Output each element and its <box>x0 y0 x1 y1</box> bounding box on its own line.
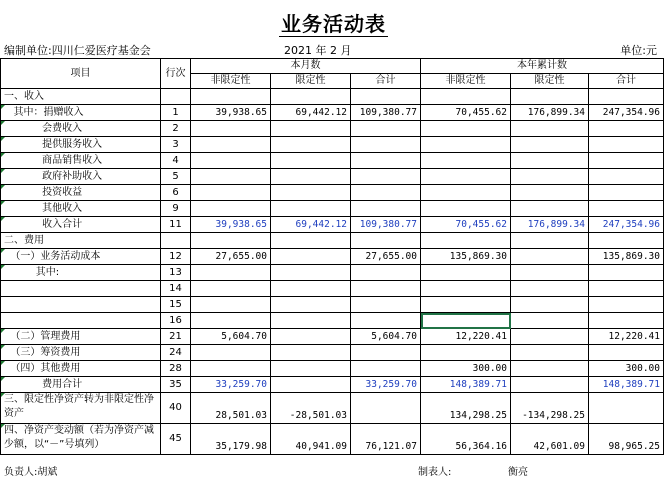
year-total-cell[interactable] <box>589 345 664 361</box>
month-restricted-cell[interactable] <box>271 137 351 153</box>
row-index[interactable]: 45 <box>161 424 191 455</box>
month-restricted-cell[interactable]: 69,442.12 <box>271 105 351 121</box>
year-total-cell[interactable] <box>589 137 664 153</box>
header-item[interactable]: 项目 <box>1 59 161 89</box>
year-restricted-cell[interactable] <box>511 345 589 361</box>
table-row <box>1 249 664 265</box>
row-index[interactable]: 28 <box>161 361 191 377</box>
table-row <box>1 137 664 153</box>
year-total-cell[interactable]: 247,354.96 <box>589 217 664 233</box>
month-restricted-cell[interactable] <box>271 345 351 361</box>
row-index[interactable]: 12 <box>161 249 191 265</box>
table-row <box>1 185 664 201</box>
month-total-cell[interactable] <box>351 361 421 377</box>
month-total-cell[interactable]: 76,121.07 <box>351 424 421 455</box>
year-unrestricted-cell[interactable] <box>421 281 511 297</box>
responsible-name: 胡斌 <box>37 467 58 478</box>
year-restricted-cell[interactable] <box>511 329 589 345</box>
currency-unit: 单位:元 <box>620 44 657 57</box>
header-year-total[interactable]: 合计 <box>589 74 664 89</box>
table-row <box>1 281 664 297</box>
table-row <box>1 233 664 249</box>
year-restricted-cell[interactable] <box>511 121 589 137</box>
month-unrestricted-cell[interactable] <box>191 185 271 201</box>
row-label[interactable]: 收入合计 <box>1 217 161 233</box>
row-index[interactable]: 3 <box>161 137 191 153</box>
month-restricted-cell[interactable] <box>271 249 351 265</box>
year-total-cell[interactable]: 300.00 <box>589 361 664 377</box>
preparer-name: 衡亮 <box>508 467 528 478</box>
month-total-cell[interactable] <box>351 137 421 153</box>
table-row <box>1 361 664 377</box>
row-label[interactable]: 政府补助收入 <box>1 169 161 185</box>
table-row <box>1 377 664 393</box>
year-unrestricted-cell[interactable] <box>421 185 511 201</box>
year-unrestricted-cell[interactable] <box>421 313 511 329</box>
month-unrestricted-cell[interactable] <box>191 169 271 185</box>
month-restricted-cell[interactable] <box>271 233 351 249</box>
year-total-cell[interactable]: 148,389.71 <box>589 377 664 393</box>
year-total-cell[interactable] <box>589 169 664 185</box>
row-label[interactable]: 其中: <box>1 265 161 281</box>
header-year-to-date[interactable]: 本年累计数 <box>421 59 664 74</box>
header-month-unrestricted[interactable]: 非限定性 <box>191 74 271 89</box>
row-label[interactable]: （一）业务活动成本 <box>1 249 161 265</box>
month-unrestricted-cell[interactable] <box>191 345 271 361</box>
year-total-cell[interactable] <box>589 297 664 313</box>
month-unrestricted-cell[interactable] <box>191 201 271 217</box>
year-total-cell[interactable] <box>589 153 664 169</box>
row-label[interactable] <box>1 281 161 297</box>
month-total-cell[interactable]: 27,655.00 <box>351 249 421 265</box>
year-unrestricted-cell[interactable] <box>421 169 511 185</box>
year-total-cell[interactable]: 135,869.30 <box>589 249 664 265</box>
header-month-total[interactable]: 合计 <box>351 74 421 89</box>
year-total-cell[interactable]: 12,220.41 <box>589 329 664 345</box>
row-label[interactable]: 费用合计 <box>1 377 161 393</box>
month-total-cell[interactable] <box>351 297 421 313</box>
year-total-cell[interactable] <box>589 121 664 137</box>
month-restricted-cell[interactable] <box>271 361 351 377</box>
year-unrestricted-cell[interactable]: 148,389.71 <box>421 377 511 393</box>
table-row <box>1 217 664 233</box>
month-unrestricted-cell[interactable]: 39,938.65 <box>191 217 271 233</box>
month-total-cell[interactable] <box>351 313 421 329</box>
year-unrestricted-cell[interactable]: 70,455.62 <box>421 217 511 233</box>
month-restricted-cell[interactable] <box>271 297 351 313</box>
month-restricted-cell[interactable] <box>271 153 351 169</box>
report-period: 2021 年 2 月 <box>284 44 352 57</box>
row-label[interactable]: 其中：捐赠收入 <box>1 105 161 121</box>
month-unrestricted-cell[interactable]: 35,179.98 <box>191 424 271 455</box>
year-unrestricted-cell[interactable] <box>421 233 511 249</box>
month-unrestricted-cell[interactable]: 5,604.70 <box>191 329 271 345</box>
month-total-cell[interactable] <box>351 265 421 281</box>
table-row <box>1 329 664 345</box>
year-restricted-cell[interactable] <box>511 281 589 297</box>
month-restricted-cell[interactable] <box>271 265 351 281</box>
row-label[interactable]: 会费收入 <box>1 121 161 137</box>
month-total-cell[interactable]: 109,380.77 <box>351 217 421 233</box>
year-unrestricted-cell[interactable] <box>421 89 511 105</box>
row-index[interactable] <box>161 89 191 105</box>
row-label[interactable]: （二）管理费用 <box>1 329 161 345</box>
year-unrestricted-cell[interactable]: 12,220.41 <box>421 329 511 345</box>
year-restricted-cell[interactable] <box>511 89 589 105</box>
year-restricted-cell[interactable] <box>511 153 589 169</box>
year-restricted-cell[interactable]: 42,601.09 <box>511 424 589 455</box>
table-row <box>1 89 664 105</box>
month-restricted-cell[interactable] <box>271 377 351 393</box>
month-unrestricted-cell[interactable] <box>191 153 271 169</box>
month-total-cell[interactable]: 5,604.70 <box>351 329 421 345</box>
year-unrestricted-cell[interactable]: 134,298.25 <box>421 393 511 424</box>
month-restricted-cell[interactable]: 69,442.12 <box>271 217 351 233</box>
month-unrestricted-cell[interactable] <box>191 89 271 105</box>
year-restricted-cell[interactable] <box>511 249 589 265</box>
row-index[interactable]: 16 <box>161 313 191 329</box>
month-total-cell[interactable] <box>351 89 421 105</box>
table-row <box>1 121 664 137</box>
year-total-cell[interactable]: 98,965.25 <box>589 424 664 455</box>
row-index[interactable]: 6 <box>161 185 191 201</box>
row-index[interactable] <box>161 233 191 249</box>
month-unrestricted-cell[interactable]: 28,501.03 <box>191 393 271 424</box>
row-index[interactable]: 35 <box>161 377 191 393</box>
preparer-label: 制表人: <box>418 467 452 478</box>
year-restricted-cell[interactable] <box>511 313 589 329</box>
month-unrestricted-cell[interactable] <box>191 137 271 153</box>
month-restricted-cell[interactable] <box>271 89 351 105</box>
month-restricted-cell[interactable] <box>271 281 351 297</box>
year-total-cell[interactable] <box>589 233 664 249</box>
month-unrestricted-cell[interactable] <box>191 121 271 137</box>
year-unrestricted-cell[interactable] <box>421 201 511 217</box>
row-index[interactable]: 40 <box>161 393 191 424</box>
month-restricted-cell[interactable] <box>271 169 351 185</box>
header-year-unrestricted[interactable]: 非限定性 <box>421 74 511 89</box>
row-index[interactable]: 21 <box>161 329 191 345</box>
year-unrestricted-cell[interactable] <box>421 137 511 153</box>
table-row <box>1 393 664 424</box>
year-total-cell[interactable] <box>589 185 664 201</box>
row-index[interactable]: 13 <box>161 265 191 281</box>
row-label[interactable]: （四）其他费用 <box>1 361 161 377</box>
month-total-cell[interactable]: 33,259.70 <box>351 377 421 393</box>
month-restricted-cell[interactable] <box>271 185 351 201</box>
header-month-restricted[interactable]: 限定性 <box>271 74 351 89</box>
row-label[interactable]: 一、收入 <box>1 89 161 105</box>
month-unrestricted-cell[interactable] <box>191 233 271 249</box>
report-title: 业务活动表 <box>281 12 386 36</box>
year-unrestricted-cell[interactable] <box>421 121 511 137</box>
table-row <box>1 153 664 169</box>
table-row <box>1 201 664 217</box>
month-total-cell[interactable] <box>351 393 421 424</box>
table-row <box>1 169 664 185</box>
month-unrestricted-cell[interactable]: 33,259.70 <box>191 377 271 393</box>
year-restricted-cell[interactable] <box>511 265 589 281</box>
year-unrestricted-cell[interactable]: 70,455.62 <box>421 105 511 121</box>
table-row <box>1 265 664 281</box>
header-current-month[interactable]: 本月数 <box>191 59 421 74</box>
year-restricted-cell[interactable] <box>511 297 589 313</box>
year-total-cell[interactable] <box>589 89 664 105</box>
row-label[interactable]: （三）筹资费用 <box>1 345 161 361</box>
month-total-cell[interactable] <box>351 185 421 201</box>
row-label[interactable]: 提供服务收入 <box>1 137 161 153</box>
row-label[interactable]: 投资收益 <box>1 185 161 201</box>
month-unrestricted-cell[interactable]: 39,938.65 <box>191 105 271 121</box>
row-index[interactable]: 14 <box>161 281 191 297</box>
year-unrestricted-cell[interactable] <box>421 153 511 169</box>
table-row <box>1 345 664 361</box>
row-label[interactable]: 四、净资产变动额（若为净资产减少额，以“－”号填列） <box>1 424 161 455</box>
row-label[interactable] <box>1 313 161 329</box>
activity-table <box>0 58 664 455</box>
row-label[interactable]: 其他收入 <box>1 201 161 217</box>
header-year-restricted[interactable]: 限定性 <box>511 74 589 89</box>
year-total-cell[interactable] <box>589 313 664 329</box>
row-index[interactable]: 2 <box>161 121 191 137</box>
month-unrestricted-cell[interactable]: 27,655.00 <box>191 249 271 265</box>
row-index[interactable]: 5 <box>161 169 191 185</box>
year-total-cell[interactable] <box>589 265 664 281</box>
year-total-cell[interactable]: 247,354.96 <box>589 105 664 121</box>
header-index[interactable]: 行次 <box>161 59 191 89</box>
row-index[interactable]: 1 <box>161 105 191 121</box>
table-row <box>1 105 664 121</box>
month-total-cell[interactable] <box>351 345 421 361</box>
row-label[interactable]: 三、限定性净资产转为非限定性净资产 <box>1 393 161 424</box>
row-label[interactable]: 商品销售收入 <box>1 153 161 169</box>
month-unrestricted-cell[interactable] <box>191 361 271 377</box>
month-total-cell[interactable] <box>351 153 421 169</box>
row-index[interactable]: 4 <box>161 153 191 169</box>
year-restricted-cell[interactable] <box>511 233 589 249</box>
row-label[interactable]: 二、费用 <box>1 233 161 249</box>
year-restricted-cell[interactable]: -134,298.25 <box>511 393 589 424</box>
month-restricted-cell[interactable]: -28,501.03 <box>271 393 351 424</box>
month-unrestricted-cell[interactable] <box>191 281 271 297</box>
table-row <box>1 424 664 455</box>
month-restricted-cell[interactable] <box>271 329 351 345</box>
month-restricted-cell[interactable] <box>271 201 351 217</box>
year-unrestricted-cell[interactable]: 300.00 <box>421 361 511 377</box>
row-index[interactable]: 9 <box>161 201 191 217</box>
month-unrestricted-cell[interactable] <box>191 313 271 329</box>
month-total-cell[interactable] <box>351 281 421 297</box>
org-name: 编制单位:四川仁爱医疗基金会 <box>4 44 151 57</box>
month-restricted-cell[interactable] <box>271 313 351 329</box>
month-unrestricted-cell[interactable] <box>191 265 271 281</box>
year-restricted-cell[interactable] <box>511 377 589 393</box>
year-unrestricted-cell[interactable]: 135,869.30 <box>421 249 511 265</box>
month-total-cell[interactable] <box>351 233 421 249</box>
month-restricted-cell[interactable] <box>271 121 351 137</box>
year-unrestricted-cell[interactable] <box>421 297 511 313</box>
row-label[interactable] <box>1 297 161 313</box>
year-unrestricted-cell[interactable]: 56,364.16 <box>421 424 511 455</box>
year-unrestricted-cell[interactable] <box>421 265 511 281</box>
year-unrestricted-cell[interactable] <box>421 345 511 361</box>
year-restricted-cell[interactable]: 176,899.34 <box>511 105 589 121</box>
month-total-cell[interactable] <box>351 121 421 137</box>
year-restricted-cell[interactable]: 176,899.34 <box>511 217 589 233</box>
month-total-cell[interactable]: 109,380.77 <box>351 105 421 121</box>
responsible-label: 负责人: <box>4 467 38 478</box>
year-total-cell[interactable] <box>589 201 664 217</box>
month-total-cell[interactable] <box>351 201 421 217</box>
row-index[interactable]: 24 <box>161 345 191 361</box>
month-restricted-cell[interactable]: 40,941.09 <box>271 424 351 455</box>
year-restricted-cell[interactable] <box>511 169 589 185</box>
year-restricted-cell[interactable] <box>511 201 589 217</box>
year-restricted-cell[interactable] <box>511 185 589 201</box>
row-index[interactable]: 15 <box>161 297 191 313</box>
table-row <box>1 313 664 329</box>
year-total-cell[interactable] <box>589 281 664 297</box>
row-index[interactable]: 11 <box>161 217 191 233</box>
year-total-cell[interactable] <box>589 393 664 424</box>
table-row <box>1 297 664 313</box>
month-unrestricted-cell[interactable] <box>191 297 271 313</box>
year-restricted-cell[interactable] <box>511 361 589 377</box>
month-total-cell[interactable] <box>351 169 421 185</box>
responsible-person <box>4 463 57 478</box>
year-restricted-cell[interactable] <box>511 137 589 153</box>
